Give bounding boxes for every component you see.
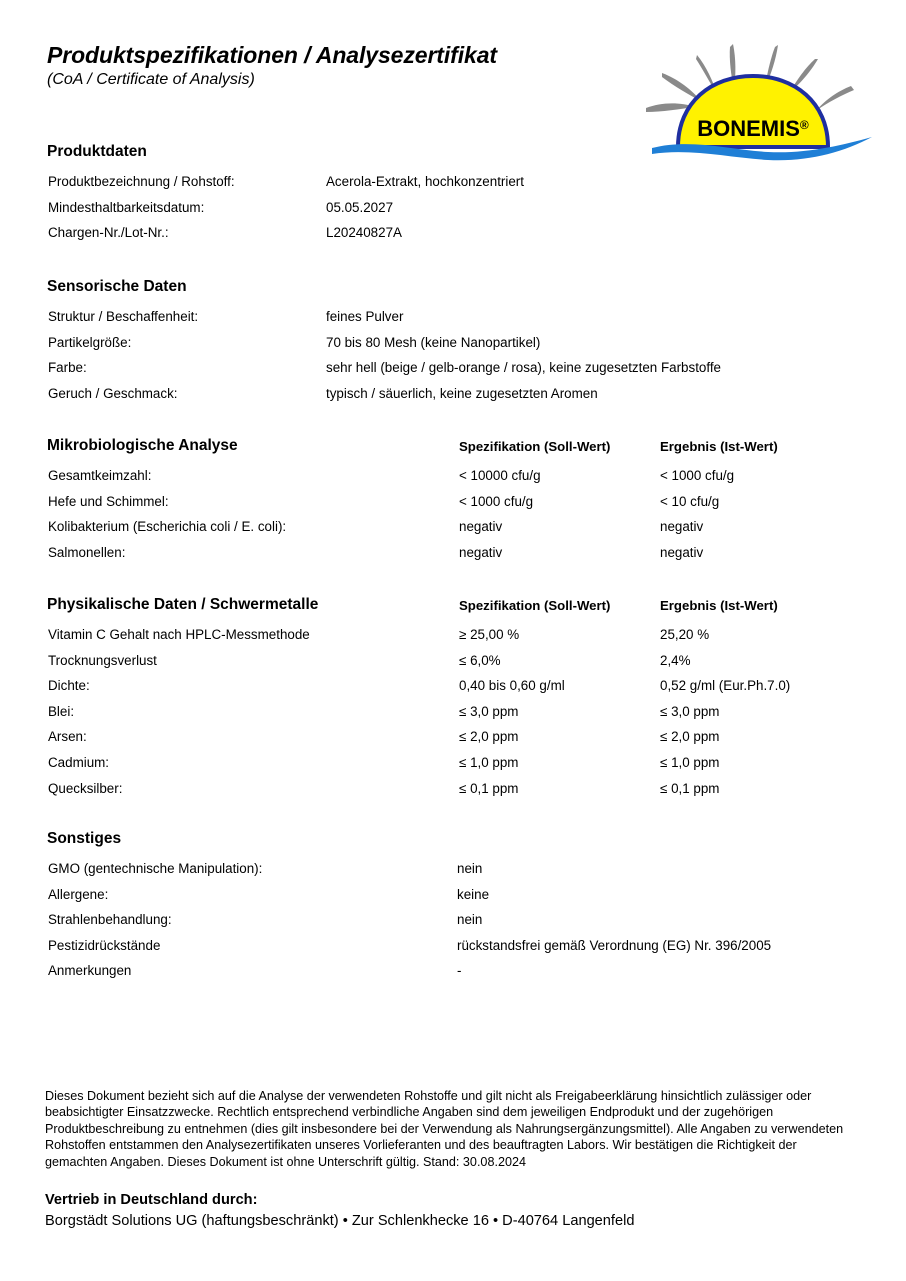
distributor-heading: Vertrieb in Deutschland durch: xyxy=(45,1192,258,1208)
row-result-value: ≤ 2,0 ppm xyxy=(660,729,720,745)
produktdaten-rows xyxy=(47,169,859,246)
row-result-value: negativ xyxy=(660,519,704,535)
row-label: Pestizidrückstände xyxy=(48,937,161,953)
row-label: Dichte: xyxy=(48,678,90,694)
table-row xyxy=(47,355,859,381)
row-value: feines Pulver xyxy=(326,309,404,324)
row-label: Struktur / Beschaffenheit: xyxy=(48,309,199,324)
section-title: Mikrobiologische Analyse xyxy=(47,437,238,454)
table-row xyxy=(47,648,859,674)
row-label: Mindesthaltbarkeitsdatum: xyxy=(48,199,205,215)
table-row xyxy=(47,958,859,984)
row-result-value: 2,4% xyxy=(660,652,691,668)
section-sensorische-daten xyxy=(47,278,859,406)
row-result-value: ≤ 1,0 ppm xyxy=(660,754,720,770)
row-spec-value: negativ xyxy=(459,519,503,535)
sensorik-rows xyxy=(47,304,859,406)
row-spec-value: 0,40 bis 0,60 g/ml xyxy=(459,678,565,694)
table-row xyxy=(47,220,859,246)
row-label: Geruch / Geschmack: xyxy=(48,385,178,401)
column-header-ergebnis: Ergebnis (Ist-Wert) xyxy=(660,598,778,613)
logo-wordmark: BONEMIS® xyxy=(697,116,809,141)
row-label: Arsen: xyxy=(48,729,87,745)
table-row xyxy=(47,776,859,802)
column-header-ergebnis: Ergebnis (Ist-Wert) xyxy=(660,439,778,454)
row-label: Vitamin C Gehalt nach HPLC-Messmethode xyxy=(48,627,310,642)
table-row xyxy=(47,330,859,356)
row-label: Gesamtkeimzahl: xyxy=(48,468,152,483)
row-label: Blei: xyxy=(48,703,75,719)
row-result-value: ≤ 0,1 ppm xyxy=(660,780,720,796)
table-row xyxy=(47,195,859,221)
row-label: Allergene: xyxy=(48,886,109,902)
row-label: Salmonellen: xyxy=(48,544,126,560)
section-header xyxy=(47,596,859,622)
section-header xyxy=(47,143,859,169)
column-header-spezifikation: Spezifikation (Soll-Wert) xyxy=(459,598,611,613)
row-value: 05.05.2027 xyxy=(326,199,394,215)
row-value: sehr hell (beige / gelb-orange / rosa), keine zugesetzten Farbstoffe xyxy=(326,360,722,376)
table-row xyxy=(47,750,859,776)
row-label: Partikelgröße: xyxy=(48,334,132,350)
row-result-value: 0,52 g/ml (Eur.Ph.7.0) xyxy=(660,678,791,694)
row-spec-value: negativ xyxy=(459,544,503,560)
table-row xyxy=(47,304,859,330)
row-spec-value: ≤ 0,1 ppm xyxy=(459,780,519,796)
table-row xyxy=(47,381,859,407)
row-value: Acerola-Extrakt, hochkonzentriert xyxy=(326,174,524,189)
table-row xyxy=(47,882,859,908)
section-title: Sonstiges xyxy=(47,830,122,847)
section-header xyxy=(47,437,859,463)
sonstiges-rows xyxy=(47,856,859,984)
row-label: Kolibakterium (Escherichia coli / E. coli): xyxy=(48,519,287,535)
document-header xyxy=(47,42,647,90)
row-result-value: < 10 cfu/g xyxy=(660,493,720,509)
table-row xyxy=(47,673,859,699)
row-value: L20240827A xyxy=(326,225,402,241)
row-label: Anmerkungen xyxy=(48,963,132,979)
row-label: Quecksilber: xyxy=(48,780,123,796)
row-value: nein xyxy=(457,861,483,876)
row-result-value: negativ xyxy=(660,544,704,560)
row-value: 70 bis 80 Mesh (keine Nanopartikel) xyxy=(326,334,541,350)
row-spec-value: ≤ 3,0 ppm xyxy=(459,703,519,719)
column-header-spezifikation: Spezifikation (Soll-Wert) xyxy=(459,439,611,454)
row-label: Trocknungsverlust xyxy=(48,652,157,668)
table-row xyxy=(47,514,859,540)
table-row xyxy=(47,622,859,648)
disclaimer-text: Dieses Dokument bezieht sich auf die Analyse der verwendeten Rohstoffe und gilt nicht als Freigabeerklärung hinsichtlich zulässiger oder beabsichtigter Einsatzzwecke. Rechtlich entsprechend verbindliche Angaben sind dem jeweiligen Endprodukt und der zugehörigen Produktbeschreibung zu entnehmen (dies gilt insbesondere bei der Verwendung als Nahrungsergänzungsmittel). Alle Angaben zu verwendeten Rohstoffen entstammen den Analysezertifikaten unseres Vorlieferanten und des beauftragten Labors. Wir bestätigen die Richtigkeit der gemachten Angaben. Dieses Dokument ist ohne Unterschrift gültig. Stand: 30.08.2024 xyxy=(45,1089,844,1169)
section-header xyxy=(47,830,859,856)
table-row xyxy=(47,699,859,725)
table-row xyxy=(47,724,859,750)
mikrobiologie-rows xyxy=(47,463,859,565)
row-result-value: < 1000 cfu/g xyxy=(660,468,735,483)
table-row xyxy=(47,463,859,489)
table-row xyxy=(47,169,859,195)
row-label: Hefe und Schimmel: xyxy=(48,493,169,509)
row-value: rückstandsfrei gemäß Verordnung (EG) Nr. 396/2005 xyxy=(457,937,772,953)
row-result-value: 25,20 % xyxy=(660,627,710,642)
row-spec-value: ≤ 6,0% xyxy=(459,652,501,668)
section-mikrobiologische-analyse xyxy=(47,437,859,565)
section-sonstiges xyxy=(47,830,859,984)
physik-rows xyxy=(47,622,859,801)
table-row xyxy=(47,540,859,566)
table-row xyxy=(47,933,859,959)
row-spec-value: ≤ 1,0 ppm xyxy=(459,754,519,770)
section-title: Physikalische Daten / Schwermetalle xyxy=(47,596,319,613)
row-label: GMO (gentechnische Manipulation): xyxy=(48,861,263,876)
section-produktdaten xyxy=(47,143,859,246)
row-spec-value: ≥ 25,00 % xyxy=(459,627,520,642)
distributor-address: Borgstädt Solutions UG (haftungsbeschränkt) • Zur Schlenkhecke 16 • D-40764 Langenfeld xyxy=(45,1213,635,1229)
section-title: Sensorische Daten xyxy=(47,278,187,295)
table-row xyxy=(47,489,859,515)
row-label: Cadmium: xyxy=(48,754,110,770)
page-title: Produktspezifikationen / Analysezertifikat xyxy=(47,42,497,68)
section-title: Produktdaten xyxy=(47,143,147,160)
row-value: typisch / säuerlich, keine zugesetzten Aromen xyxy=(326,385,598,401)
page-subtitle: (CoA / Certificate of Analysis) xyxy=(47,71,255,88)
section-physikalische-daten xyxy=(47,596,859,801)
row-spec-value: ≤ 2,0 ppm xyxy=(459,729,519,745)
row-value: - xyxy=(457,963,462,979)
row-value: keine xyxy=(457,886,490,902)
row-label: Produktbezeichnung / Rohstoff: xyxy=(48,174,235,189)
row-label: Farbe: xyxy=(48,360,87,376)
row-spec-value: < 1000 cfu/g xyxy=(459,493,534,509)
table-row xyxy=(47,856,859,882)
row-value: nein xyxy=(457,912,483,928)
row-label: Strahlenbehandlung: xyxy=(48,912,172,928)
section-header xyxy=(47,278,859,304)
row-result-value: ≤ 3,0 ppm xyxy=(660,703,720,719)
distributor-block xyxy=(45,1190,857,1232)
row-spec-value: < 10000 cfu/g xyxy=(459,468,541,483)
table-row xyxy=(47,907,859,933)
row-label: Chargen-Nr./Lot-Nr.: xyxy=(48,225,169,241)
